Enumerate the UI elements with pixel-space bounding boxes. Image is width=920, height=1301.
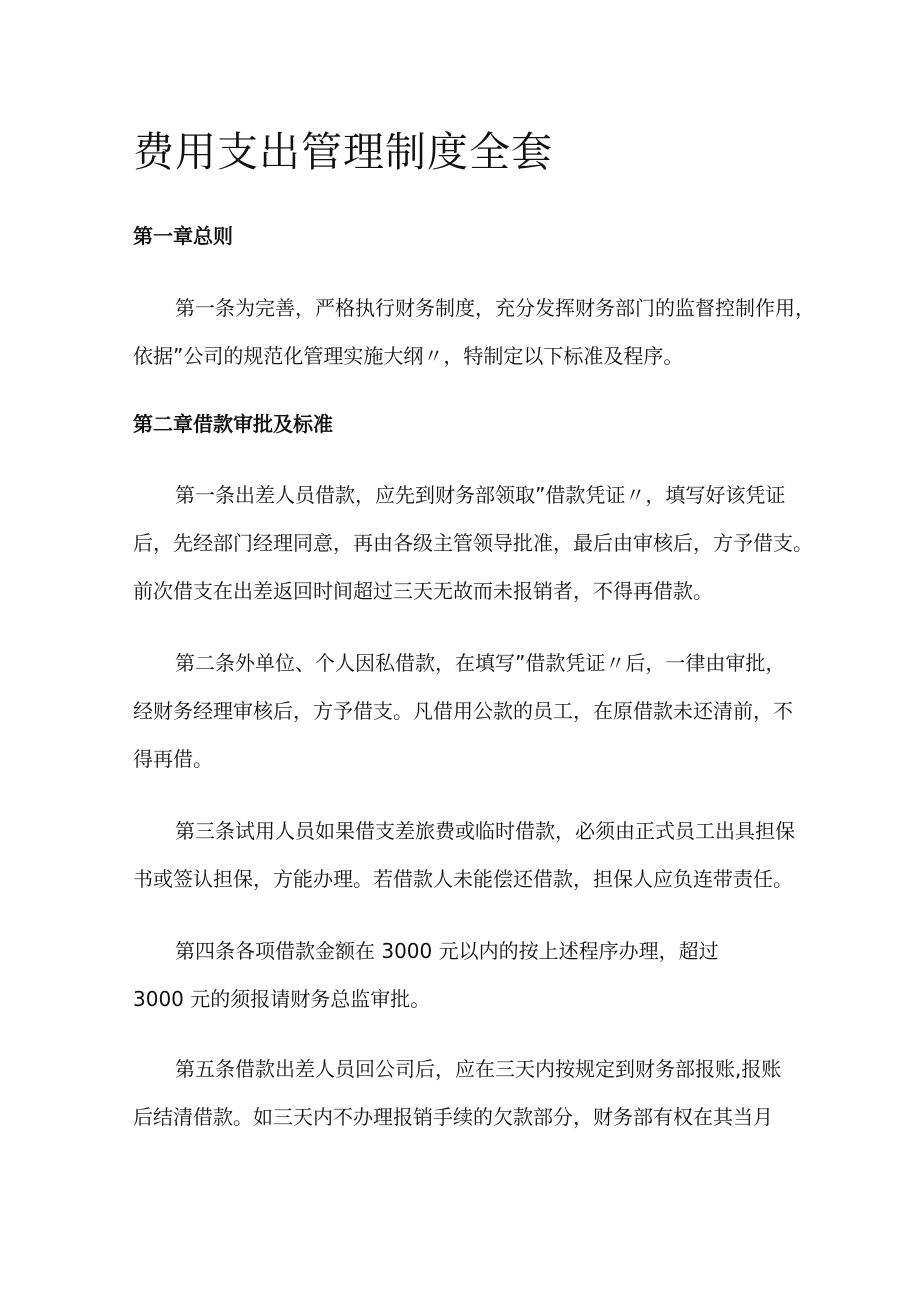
paragraph-line: 得再借。 [133,747,213,771]
article-paragraph [133,927,813,1023]
paragraph-line: 第五条借款出差人员回公司后，应在三天内按规定到财务部报账,报账 [175,1057,782,1081]
article-paragraph [133,639,813,783]
paragraph-line: 第二条外单位、个人因私借款，在填写”借款凭证〃后，一律由审批， [175,651,786,675]
chapter-heading: 第一章总则 [133,224,233,248]
paragraph-line: 后，先经部门经理同意，再由各级主管领导批准，最后由审核后，方予借支。 [133,531,813,555]
paragraph-line: 经财务经理审核后，方予借支。凡借用公款的员工，在原借款未还清前，不 [133,699,793,723]
paragraph-line: 第一条出差人员借款，应先到财务部领取”借款凭证〃，填写好该凭证 [175,483,786,507]
article-paragraph [133,1045,813,1141]
paragraph-line: 依据”公司的规范化管理实施大纲〃，特制定以下标准及程序。 [133,344,684,368]
article-paragraph [133,284,813,380]
paragraph-line: 第三条试用人员如果借支差旅费或临时借款，必须由正式员工出具担保 [175,819,795,843]
paragraph-line: 第一条为完善，严格执行财务制度，充分发挥财务部门的监督控制作用， [175,296,815,320]
paragraph-line: 3000 元的须报请财务总监审批。 [133,987,431,1011]
chapter-heading: 第二章借款审批及标准 [133,412,333,436]
article-paragraph [133,471,813,615]
paragraph-line: 后结清借款。如三天内不办理报销手续的欠款部分，财务部有权在其当月 [133,1105,773,1129]
paragraph-line: 前次借支在出差返回时间超过三天无故而未报销者，不得再借款。 [133,579,713,603]
document-title: 费用支出管理制度全套 [133,128,553,176]
paragraph-line: 第四条各项借款金额在 3000 元以内的按上述程序办理，超过 [175,939,719,963]
article-paragraph [133,807,813,903]
paragraph-line: 书或签认担保，方能办理。若借款人未能偿还借款，担保人应负连带责任。 [133,867,793,891]
